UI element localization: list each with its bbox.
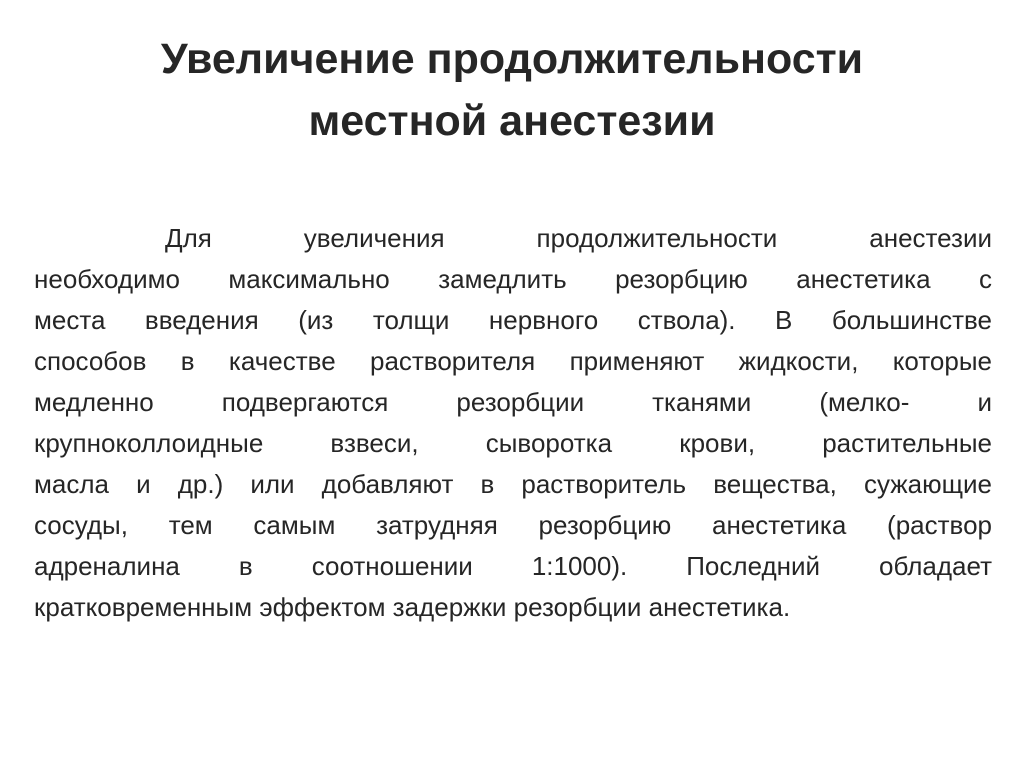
body-line: Для увеличения продолжительности анестезии [165, 223, 992, 253]
body-line: кратковременным эффектом задержки резорбции анестетика. [34, 592, 791, 622]
body-line: необходимо максимально замедлить резорбцию анестетика с [34, 264, 992, 294]
title-line-2: местной анестезии [308, 97, 716, 145]
body-line: крупноколлоидные взвеси, сыворотка крови, растительные [34, 428, 992, 458]
body-line: места введения (из толщи нервного ствола). В большинстве [34, 305, 992, 335]
title-line-1: Увеличение продолжительности [160, 35, 864, 83]
body-line: сосуды, тем самым затрудняя резорбцию анестетика (раствор [34, 510, 992, 540]
slide-body-paragraph [34, 218, 992, 628]
slide-title [40, 28, 984, 152]
body-line: масла и др.) или добавляют в растворитель вещества, сужающие [34, 469, 992, 499]
body-line: способов в качестве растворителя применяют жидкости, которые [34, 346, 992, 376]
body-line: медленно подвергаются резорбции тканями (мелко- и [34, 387, 992, 417]
body-line: адреналина в соотношении 1:1000). Последний обладает [34, 551, 992, 581]
